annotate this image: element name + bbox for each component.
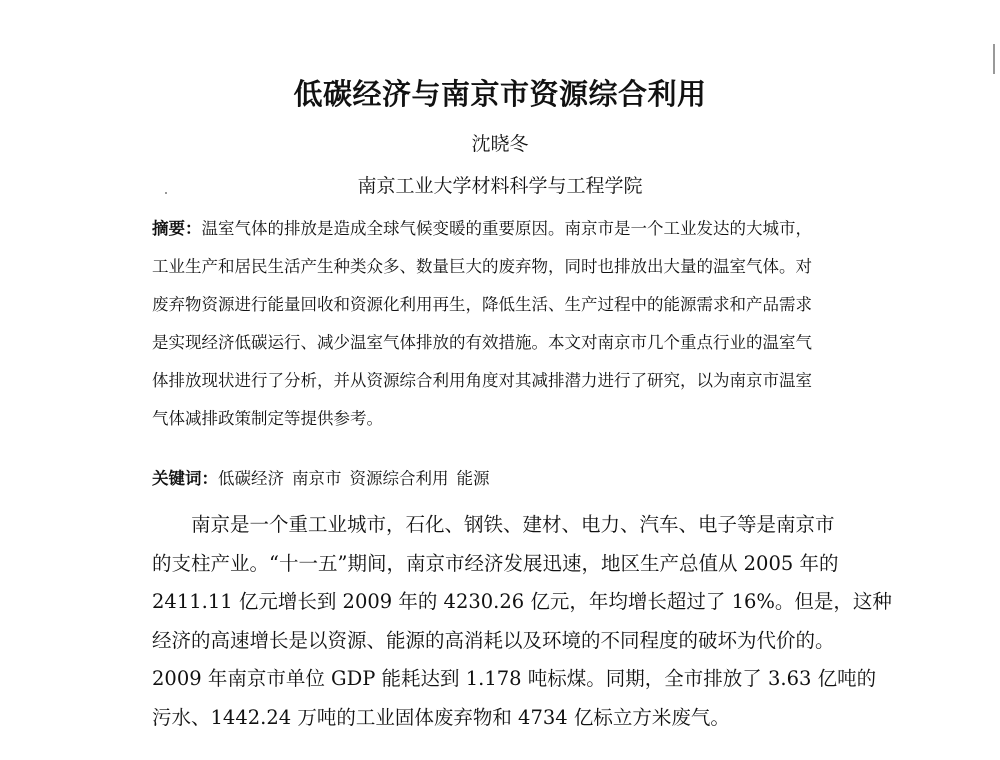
abstract-line: 废弃物资源进行能量回收和资源化利用再生，降低生活、生产过程中的能源需求和产品需求 [152, 295, 812, 314]
keyword: 南京市 [292, 469, 342, 488]
abstract-text: 温室气体的排放是造成全球气候变暖的重要原因。南京市是一个工业发达的大城市， [201, 219, 812, 238]
body-line: 的支柱产业。“十一五”期间，南京市经济发展迅速，地区生产总值从 2005 年的 [152, 551, 839, 575]
abstract-label: 摘要： [152, 219, 202, 238]
author-name: 沈晓冬 [471, 133, 529, 155]
body-line: 南京是一个重工业城市，石化、钢铁、建材、电力、汽车、电子等是南京市 [191, 513, 835, 536]
body-line: 污水、1442.24 万吨的工业固体废弃物和 4734 亿标立方米废气。 [152, 705, 730, 729]
keyword: 资源综合利用 [349, 469, 449, 488]
abstract-line: 气体减排政策制定等提供参考。 [152, 409, 383, 428]
abstract-line: 是实现经济低碳运行、减少温室气体排放的有效措施。本文对南京市几个重点行业的温室气 [152, 333, 812, 352]
body-line: 经济的高速增长是以资源、能源的高消耗以及环境的不同程度的破坏为代价的。 [152, 628, 835, 652]
keyword: 能源 [456, 469, 490, 488]
keywords-section [152, 464, 856, 494]
scan-speck [165, 192, 167, 194]
paper-title: 低碳经济与南京市资源综合利用 [293, 77, 707, 111]
abstract-line [152, 210, 856, 248]
abstract-line: 体排放现状进行了分析，并从资源综合利用角度对其减排潜力进行了研究，以为南京市温室 [152, 371, 812, 390]
abstract-line: 工业生产和居民生活产生种类众多、数量巨大的废弃物，同时也排放出大量的温室气体。对 [152, 257, 812, 276]
author-affiliation: 南京工业大学材料科学与工程学院 [357, 175, 643, 197]
keyword: 低碳经济 [218, 469, 284, 488]
keywords-label: 关键词： [152, 469, 218, 488]
body-paragraph [152, 506, 892, 737]
body-line: 2009 年南京市单位 GDP 能耗达到 1.178 吨标煤。同期，全市排放了 3.63 亿吨的 [152, 667, 877, 690]
abstract-section [152, 210, 856, 438]
scan-edge-mark [993, 44, 995, 74]
body-line: 2411.11 亿元增长到 2009 年的 4230.26 亿元，年均增长超过了 16%。但是，这种 [152, 590, 892, 613]
